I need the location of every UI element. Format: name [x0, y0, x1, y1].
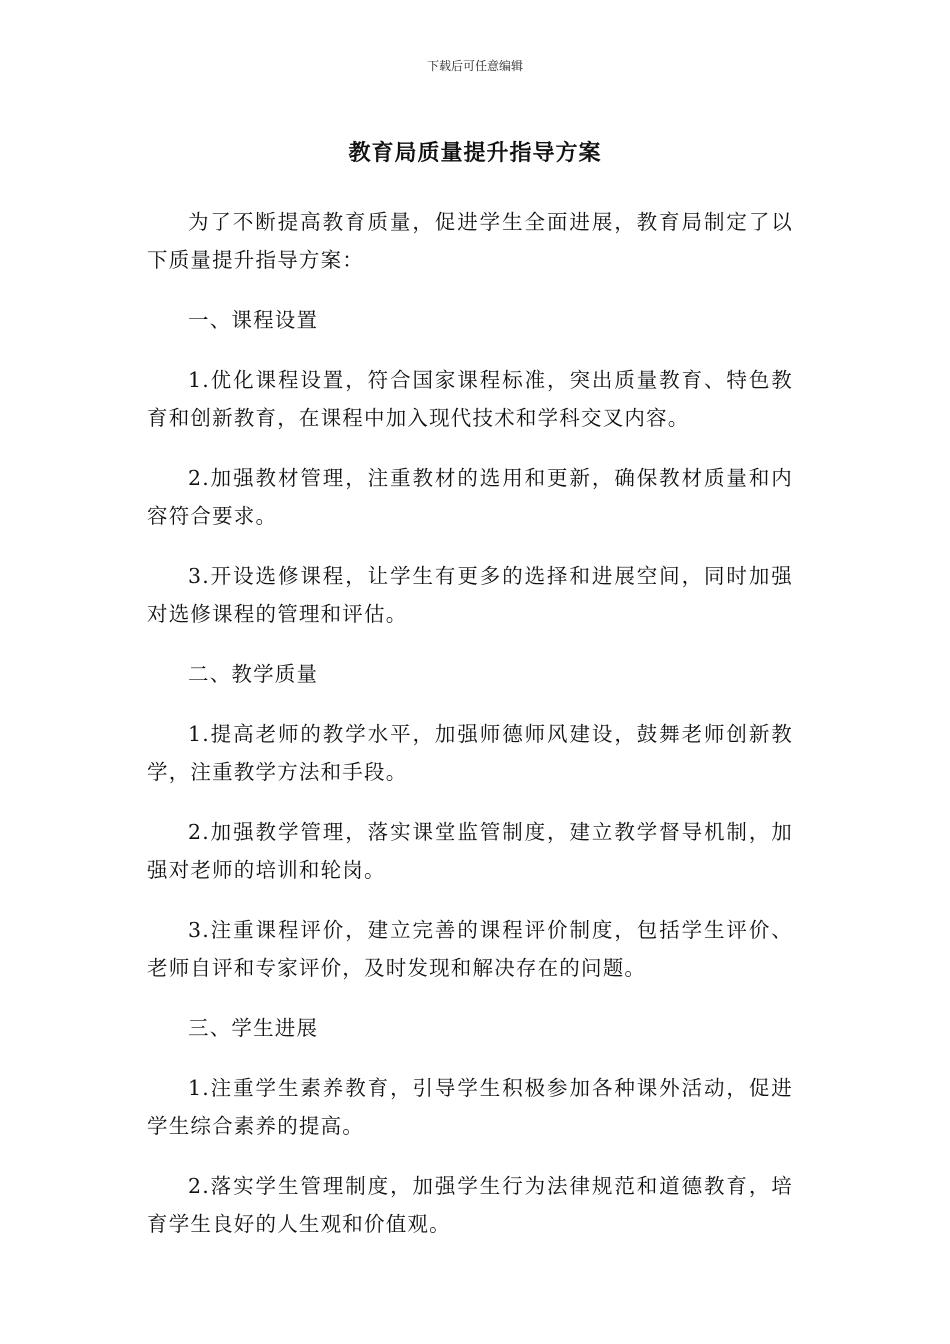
student-item-1: 1.注重学生素养教育，引导学生积极参加各种课外活动，促进学生综合素养的提高。 — [147, 1076, 793, 1138]
teaching-item-1: 1.提高老师的教学水平，加强师德师风建设，鼓舞老师创新教学，注重教学方法和手段。 — [147, 722, 793, 784]
intro-paragraph: 为了不断提高教育质量，促进学生全面进展，教育局制定了以下质量提升指导方案： — [147, 210, 793, 272]
section-heading-student-development: 三、学生进展 — [188, 1016, 319, 1040]
section-heading-teaching-quality: 二、教学质量 — [188, 662, 319, 686]
teaching-item-2: 2.加强教学管理，落实课堂监管制度，建立教学督导机制，加强对老师的培训和轮岗。 — [147, 820, 793, 882]
header-note: 下载后可任意编辑 — [426, 59, 523, 73]
curriculum-item-1: 1.优化课程设置，符合国家课程标准，突出质量教育、特色教育和创新教育，在课程中加入现代技术和学科交叉内容。 — [147, 368, 793, 430]
document-body — [147, 203, 793, 1265]
teaching-item-3: 3.注重课程评价，建立完善的课程评价制度，包括学生评价、老师自评和专家评价，及时发现和解决存在的问题。 — [147, 918, 793, 980]
curriculum-item-3: 3.开设选修课程，让学生有更多的选择和进展空间，同时加强对选修课程的管理和评估。 — [147, 564, 793, 626]
student-item-2: 2.落实学生管理制度，加强学生行为法律规范和道德教育，培育学生良好的人生观和价值观。 — [147, 1174, 793, 1236]
document-title: 教育局质量提升指导方案 — [348, 141, 602, 166]
curriculum-item-2: 2.加强教材管理，注重教材的选用和更新，确保教材质量和内容符合要求。 — [147, 466, 793, 528]
section-heading-curriculum: 一、课程设置 — [188, 308, 319, 332]
